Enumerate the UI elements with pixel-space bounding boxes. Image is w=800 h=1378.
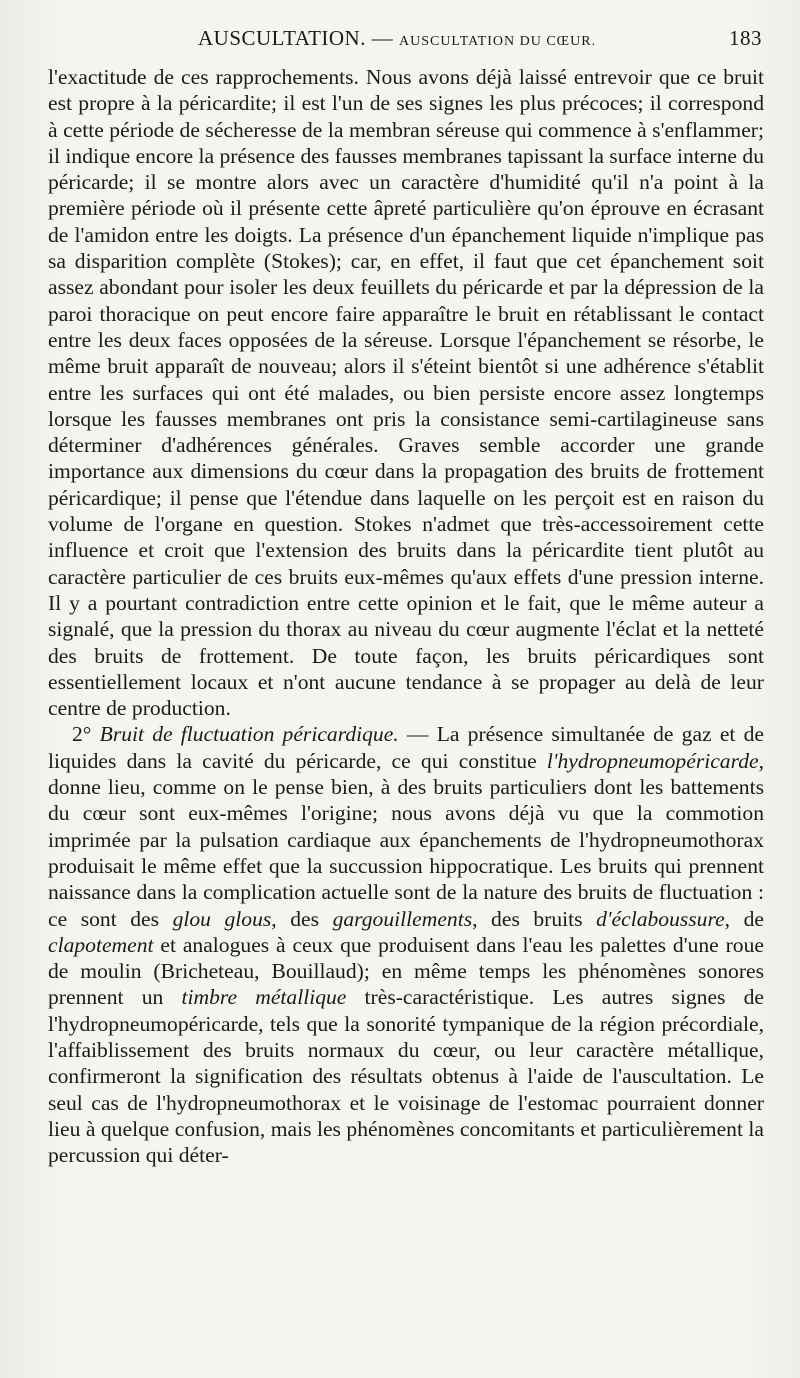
term-italic: clapotement bbox=[48, 932, 154, 957]
term-italic: timbre métallique bbox=[181, 985, 347, 1010]
running-head bbox=[48, 22, 766, 56]
heading-dash: — bbox=[398, 722, 437, 747]
page-number: 183 bbox=[729, 26, 762, 50]
term-italic: gargouillements bbox=[332, 906, 473, 931]
text-segment: très-caractéristique. Les autres signes de l'hydropneumopéricarde, tels que la sonorité tympanique de la région précordiale, l'affaiblissement des bruits normaux du cœur, ou leur caractère métallique, confirmeront la signification des résultats obtenus à l'aide de l'auscultation. Le seul cas de l'hydropneumothorax et le voisinage de l'estomac pourraient donner lieu à quelque confusion, mais les phénomènes concomitants et particulièrement la percussion qui déter- bbox=[48, 985, 764, 1168]
paragraph-fluctuation bbox=[48, 721, 764, 1168]
paragraph-continued: l'exactitude de ces rapprochements. Nous avons déjà laissé entrevoir que ce bruit est propre à la péricardite; il est l'un de ses signes les plus précoces; il correspond à cette période de sécheresse de la membran séreuse qui commence à s'enflammer; il indique encore la présence des fausses membranes tapissant la surface interne du péricarde; il se montre alors avec un caractère d'humidité qu'il n'a point à la première période où il présente cette âpreté particulière qu'on éprouve en écrasant de l'amidon entre les doigts. La présence d'un épanchement liquide n'implique pas sa disparition complète (Stokes); car, en effet, il faut que cet épanchement soit assez abondant pour isoler les deux feuillets du péricarde et par la dépression de la paroi thoracique on peut encore faire apparaître le bruit en rétablissant le contact entre les deux faces opposées de la séreuse. Lorsque l'épanchement se résorbe, le même bruit apparaît de nouveau; alors il s'éteint bientôt si une adhérence s'établit entre les surfaces qui ont été malades, ou bien persiste encore assez longtemps lorsque les fausses membranes ont pris la consistance semi-cartilagineuse sans déterminer d'adhérences générales. Graves semble accorder une grande importance aux dimensions du cœur dans la propagation des bruits de frottement péricardique; il pense que l'étendue dans laquelle on les perçoit est en raison du volume de l'organe en question. Stokes n'admet que très-accessoirement cette influence et croit que l'extension des bruits dans la péricardite tient plutôt au caractère particulier de ces bruits eux-mêmes qu'aux effets d'une pression interne. Il y a pourtant contradiction entre cette opinion et le fait, que le même auteur a signalé, que la pression du thorax au niveau du cœur augmente l'éclat et la netteté des bruits de frottement. De toute façon, les bruits péricardiques sont essentiellement locaux et n'ont aucune tendance à se propager au delà de leur centre de production. bbox=[48, 65, 764, 721]
section-heading: Bruit de fluctuation péricardique. bbox=[99, 722, 399, 747]
text-segment: , de bbox=[724, 906, 764, 931]
term-italic: glou glous bbox=[172, 906, 272, 931]
term-italic: d'éclaboussure bbox=[596, 906, 725, 931]
text-segment: La présence simultanée de gaz et de liquides dans la cavité du péricarde, ce qui constitue bbox=[48, 722, 765, 773]
running-head-title bbox=[198, 26, 596, 51]
text-segment: , des bruits bbox=[472, 906, 597, 931]
subsection-title: AUSCULTATION DU CŒUR. bbox=[398, 34, 597, 49]
body-text bbox=[48, 64, 764, 1168]
text-segment: et analogues à ceux que produisent dans l'eau les palettes d'une roue de moulin (Bricheteau, Bouillaud); en même temps les phénomènes sonores prennent un bbox=[48, 932, 764, 1010]
text-segment: , des bbox=[271, 906, 333, 931]
header-separator: — bbox=[371, 26, 394, 50]
term-italic: l'hydropneumopéricarde bbox=[546, 748, 759, 773]
section-number: 2° bbox=[72, 722, 92, 747]
text-segment: , donne lieu, comme on le pense bien, à des bruits particuliers dont les battements du cœur sont eux-mêmes l'origine; nous avons déjà vu que la commotion imprimée par la pulsation cardiaque aux épanchements de l'hydropneumothorax produisait le même effet que la succussion hippocratique. Les bruits qui prennent naissance dans la complication actuelle sont de la nature des bruits de fluctuation : ce sont des bbox=[48, 748, 764, 931]
section-title: AUSCULTATION. bbox=[198, 26, 366, 50]
